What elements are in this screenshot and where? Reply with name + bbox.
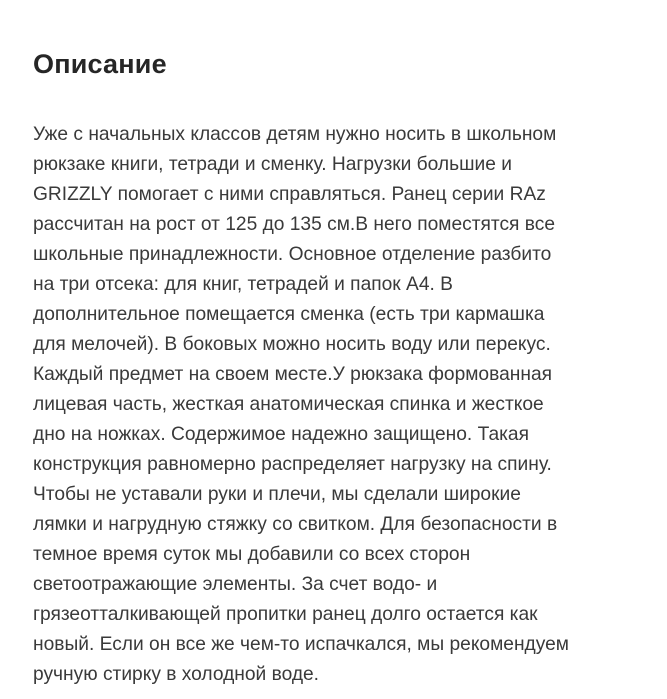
- description-line: рюкзаке книги, тетради и сменку. Нагрузки большие и: [33, 154, 512, 175]
- description-line: грязеотталкивающей пропитки ранец долго остается как: [33, 604, 538, 625]
- description-line: светоотражающие элементы. За счет водо- и: [33, 574, 438, 595]
- description-line: лицевая часть, жесткая анатомическая спинка и жесткое: [33, 394, 544, 415]
- description-section: [33, 42, 638, 685]
- description-line: темное время суток мы добавили со всех сторон: [33, 544, 471, 565]
- description-text: [33, 120, 638, 690]
- description-line: Уже с начальных классов детям нужно носить в школьном: [33, 124, 557, 145]
- description-line: для мелочей). В боковых можно носить воду или перекус.: [33, 334, 551, 355]
- description-line: GRIZZLY помогает с ними справляться. Ранец серии RAz: [33, 184, 546, 205]
- description-line: ручную стирку в холодной воде.: [33, 664, 320, 685]
- description-line: Чтобы не уставали руки и плечи, мы сделали широкие: [33, 484, 521, 505]
- description-line: конструкция равномерно распределяет нагрузку на спину.: [33, 454, 552, 475]
- description-line: рассчитан на рост от 125 до 135 см.В него поместятся все: [33, 214, 556, 235]
- description-line: дно на ножках. Содержимое надежно защищено. Такая: [33, 424, 529, 445]
- description-line: школьные принадлежности. Основное отделение разбито: [33, 244, 552, 265]
- description-line: лямки и нагрудную стяжку со свитком. Для безопасности в: [33, 514, 558, 535]
- description-line: дополнительное помещается сменка (есть три кармашка: [33, 304, 545, 325]
- description-line: Каждый предмет на своем месте.У рюкзака формованная: [33, 364, 553, 385]
- description-line: новый. Если он все же чем-то испачкался, мы рекомендуем: [33, 634, 569, 655]
- description-heading: Описание: [33, 49, 167, 79]
- description-line: на три отсека: для книг, тетрадей и папок А4. В: [33, 274, 453, 295]
